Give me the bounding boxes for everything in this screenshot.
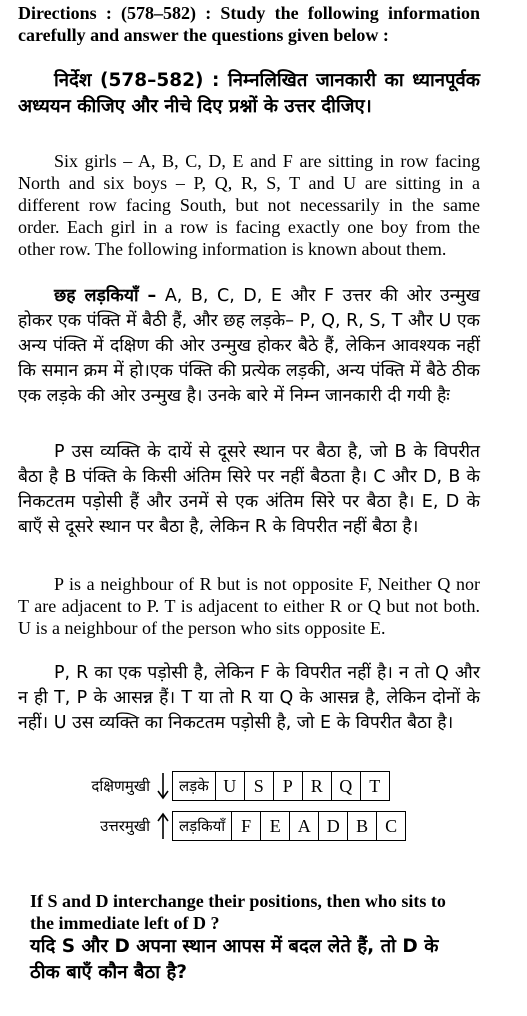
south-facing-label: दक्षिणमुखी [91, 777, 150, 795]
question-hindi: यदि S और D अपना स्थान आपस में बदल लेते हैं, तो D के ठीक बाएँ कौन बैठा है? [30, 936, 439, 983]
directions-english: Directions : (578–582) : Study the following information carefully and answer the questions given below : [18, 3, 480, 45]
boys-cells [172, 771, 390, 801]
info-hindi-rest: A, B, C, D, E और F उत्तर की ओर उन्मुख होकर एक पंक्ति में बैठी हैं, और छह लड़के– P, Q, R, S, T और U एक अन्य पंक्ति में दक्षिण की ओर उन्मुख होकर बैठे हैं, लेकिन आवश्यक नहीं कि समान क्रम में हो।एक पंक्ति की प्रत्येक लड़की, अन्य पंक्ति में बैठे ठीक एक लड़के की ओर उन्मुख है। उनके बारे में निम्न जानकारी दी गयी हैः [18, 286, 480, 406]
clue-paragraph-hindi-2: P, R का एक पड़ोसी है, लेकिन F के विपरीत नहीं है। न तो Q और न ही T, P के आसन्न हैं। T या तो R या Q के आसन्न है, लेकिन दोनों के नहीं। U उस व्यक्ति का निकटतम पड़ोसी है, जो E के विपरीत बैठा है। [18, 663, 480, 733]
boy-cell: U [215, 772, 244, 800]
info-paragraph-english: Six girls – A, B, C, D, E and F are sitting in row facing North and six boys – P, Q, R, S, T and U are sitting in a different row facing South, but not necessarily in the same order. Each girl in a row is facing exactly one boy from the other row. The following information is known about them. [18, 151, 480, 259]
girls-row [68, 811, 406, 841]
girls-cells [172, 811, 406, 841]
clue-paragraph-english: P is a neighbour of R but is not opposite F, Neither Q nor T are adjacent to P. T is adjacent to either R or Q but not both. U is a neighbour of the person who sits opposite E. [18, 574, 480, 638]
boys-header: लड़के [179, 777, 209, 795]
boy-cell: R [302, 772, 331, 800]
info-hindi-lead: छह लड़कियाँ – [54, 286, 157, 306]
boy-cell: Q [331, 772, 360, 800]
girl-cell: C [376, 812, 405, 840]
boy-cell: P [273, 772, 302, 800]
girl-cell: B [347, 812, 376, 840]
boys-row [68, 771, 390, 801]
boy-cell: S [244, 772, 273, 800]
directions-hindi: निर्देश (578–582) : निम्नलिखित जानकारी का ध्यानपूर्वक अध्ययन कीजिए और नीचे दिए प्रश्नों के उत्तर दीजिए। [18, 70, 480, 117]
girl-cell: D [318, 812, 347, 840]
girl-cell: A [289, 812, 318, 840]
clue-paragraph-hindi-1: P उस व्यक्ति के दायें से दूसरे स्थान पर बैठा है, जो B के विपरीत बैठा है B पंक्ति के किसी अंतिम सिरे पर नहीं बैठता है। C और D, B के निकटतम पड़ोसी हैं और उनमें से एक अंतिम सिरे पर बैठा है। E, D के बाएँ से दूसरे स्थान पर बैठा है, लेकिन R के विपरीत नहीं बैठा है। [18, 442, 480, 537]
girl-cell: E [260, 812, 289, 840]
info-paragraph-hindi [18, 284, 480, 409]
girls-header: लड़कियाँ [179, 817, 226, 835]
question-english: If S and D interchange their positions, then who sits to the immediate left of D ? [30, 891, 446, 933]
boy-cell: T [360, 772, 389, 800]
north-facing-label: उत्तरमुखी [100, 817, 150, 835]
girl-cell: F [231, 812, 260, 840]
up-arrow-icon [154, 811, 172, 841]
down-arrow-icon [154, 771, 172, 801]
